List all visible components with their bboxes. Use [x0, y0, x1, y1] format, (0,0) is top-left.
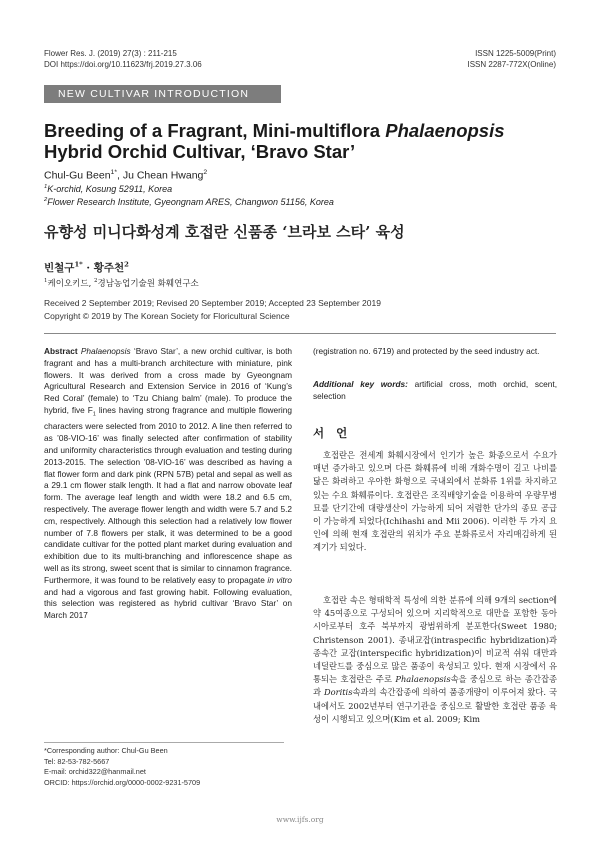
section-banner: NEW CULTIVAR INTRODUCTION: [44, 85, 281, 103]
correspondence: [44, 746, 200, 788]
author-line: Chul-Gu Been$^{1*}$, Ju Chean Hwang$^2$: [44, 169, 208, 182]
orcid[interactable]: ORCID: https://orchid.org/0000-0002-9231-5709: [44, 777, 201, 787]
divider: [44, 333, 556, 334]
issn-online: ISSN 2287-772X(Online): [467, 60, 556, 69]
email[interactable]: E-mail: orchid322@hanmail.net: [44, 767, 146, 776]
copyright: Copyright © 2019 by The Korean Society for Floricultural Science: [44, 311, 290, 321]
affiliation-1: $^1$K-orchid, Kosung 52911, Korea: [44, 184, 173, 194]
abstract-continued: (registration no. 6719) and protected by the seed industry act.: [313, 346, 540, 356]
tel: Tel: 82-53-782-5667: [44, 756, 110, 766]
affiliation-2: $^2$Flower Research Institute, Gyeongnam ARES, Changwon 51156, Korea: [44, 197, 334, 207]
issn-print: ISSN 1225-5009(Print): [475, 49, 556, 58]
intro-paragraph-1: 호접란은 전세계 화훼시장에서 인기가 높은 화종으로서 수요가 매년 증가하고 있으며 다른 화훼류에 비해 개화수명이 길고 나비를 닮은 화려하고 우아한 화형으로 국내외에서 분화류 1위를 차지하고 있는 수요 화훼류이다. 호접란은 조직배양기술을 이용하여 우량무병묘를 단기간에 대량생산이 가능하게 되어 저렴한 단가의 종묘 공급이 가능하게 되었다(Ichihashi and Mii 2006). 이러한 두 가지 요인에 의해 현재 호접란의 위치가 주요 분화류로서 자리매김하게 된 계기가 되었다.: [313, 450, 557, 553]
footnote-rule: [44, 742, 284, 743]
corresponding-author: *Corresponding author: Chul-Gu Been: [44, 746, 168, 755]
author-2: Ju Chean Hwang: [122, 169, 204, 182]
korean-affiliations: $^1$케이오키드, $^2$경남농업기술원 화훼연구소: [44, 278, 199, 289]
footer-url[interactable]: www.ijfs.org: [276, 815, 324, 824]
doi-link[interactable]: DOI https://doi.org/10.11623/frj.2019.27.3.06: [44, 60, 202, 69]
intro-paragraph-2: 호접란 속은 형태학적 특성에 의한 분류에 의해 9개의 section에 약 45여종으로 구성되어 있으며 지리학적으로 대만을 포함한 동아시아로부터 호주 북부까지 광범위하게 분포한다(Sweet 1980; Christenson 2001). 종내교잡(intraspecific hybridization)과 종속간 교잡(interspecific hybridization)이 비교적 쉬워 대만과 네덜란드를 중심으로 많은 품종이 육성되고 있다. 현재 시장에서 유통되는 호접란은 주로 Phalaenopsis속을 중심으로 하는 종간잡종과 Doritis속과의 속간잡종에 의하여 품종개량이 이루어져 왔다. 국내에서도 2002년부터 연구기관을 중심으로 활발한 호접란 품종 육성이 시행되고 있으며(Kim et al. 2009; Kim: [313, 595, 557, 724]
journal-citation: Flower Res. J. (2019) 27(3) : 211-215: [44, 49, 177, 58]
author-1: Chul-Gu Been: [44, 169, 111, 182]
section-title-introduction: 서 언: [313, 426, 348, 440]
article-dates: Received 2 September 2019; Revised 20 September 2019; Accepted 23 September 2019: [44, 298, 381, 308]
abstract: Abstract Phalaenopsis ‘Bravo Star’, a new orchid cultivar, is both fragrant and has a multi-branch architecture with miniature, pink flowers. It was derived from a cross made by Gyeongnam Agricultural Research and Extension Service in 2016 of ‘Kung’s Red Coral’ (female) to ‘Tzu Chiang balm’ (male). To produce the hybrid, five $F_1$ lines having strong fragrance and multiple flowering characters were selected from 2010 to 2012. A line then referred to as ’08-VIO-16’ was finally selected after confirmation of stability and uniformity characteristics through evaluation and testing during 2013-2015. The selection ’08-VIO-16’ was described as having a flat flower form and dark pink (RPN 57B) petal and sepal as well as a 29.1 cm flower stalk length. It had a flat and narrow obovate leaf form. The average leaf length and width were 18.2 and 6.5 cm, respectively. The average flower length and width were 5.7 and 5.2 cm, respectively. Although this selection had a relatively low flower number of 7.8 flowers per stalk, it was determined to be a good candidate cultivar for the potted plant market during evaluation and exhibition due to its multi-branching and inflorescence shape as well as its strong, sweet scent that is similar to cinnamon fragrance. Furthermore, it was found to be relatively easy to propagate in vitro and had a vigorous and fast growing habit. Following evaluation, this selection was registered as hybrid cultivar ‘Bravo Star’ on March 2017: [44, 346, 292, 621]
article-title: Breeding of a Fragrant, Mini-multiflora Phalaenopsis Hybrid Orchid Cultivar, ‘Bravo Star’: [44, 120, 505, 162]
korean-title: 유향성 미니다화성계 호접란 신품종 ‘브라보 스타’ 육성: [44, 223, 405, 241]
korean-authors: 빈철구$^{1*}$ · 황주천$^2$: [44, 260, 129, 274]
keywords: Additional key words: artificial cross, moth orchid, scent, selection: [313, 379, 557, 401]
